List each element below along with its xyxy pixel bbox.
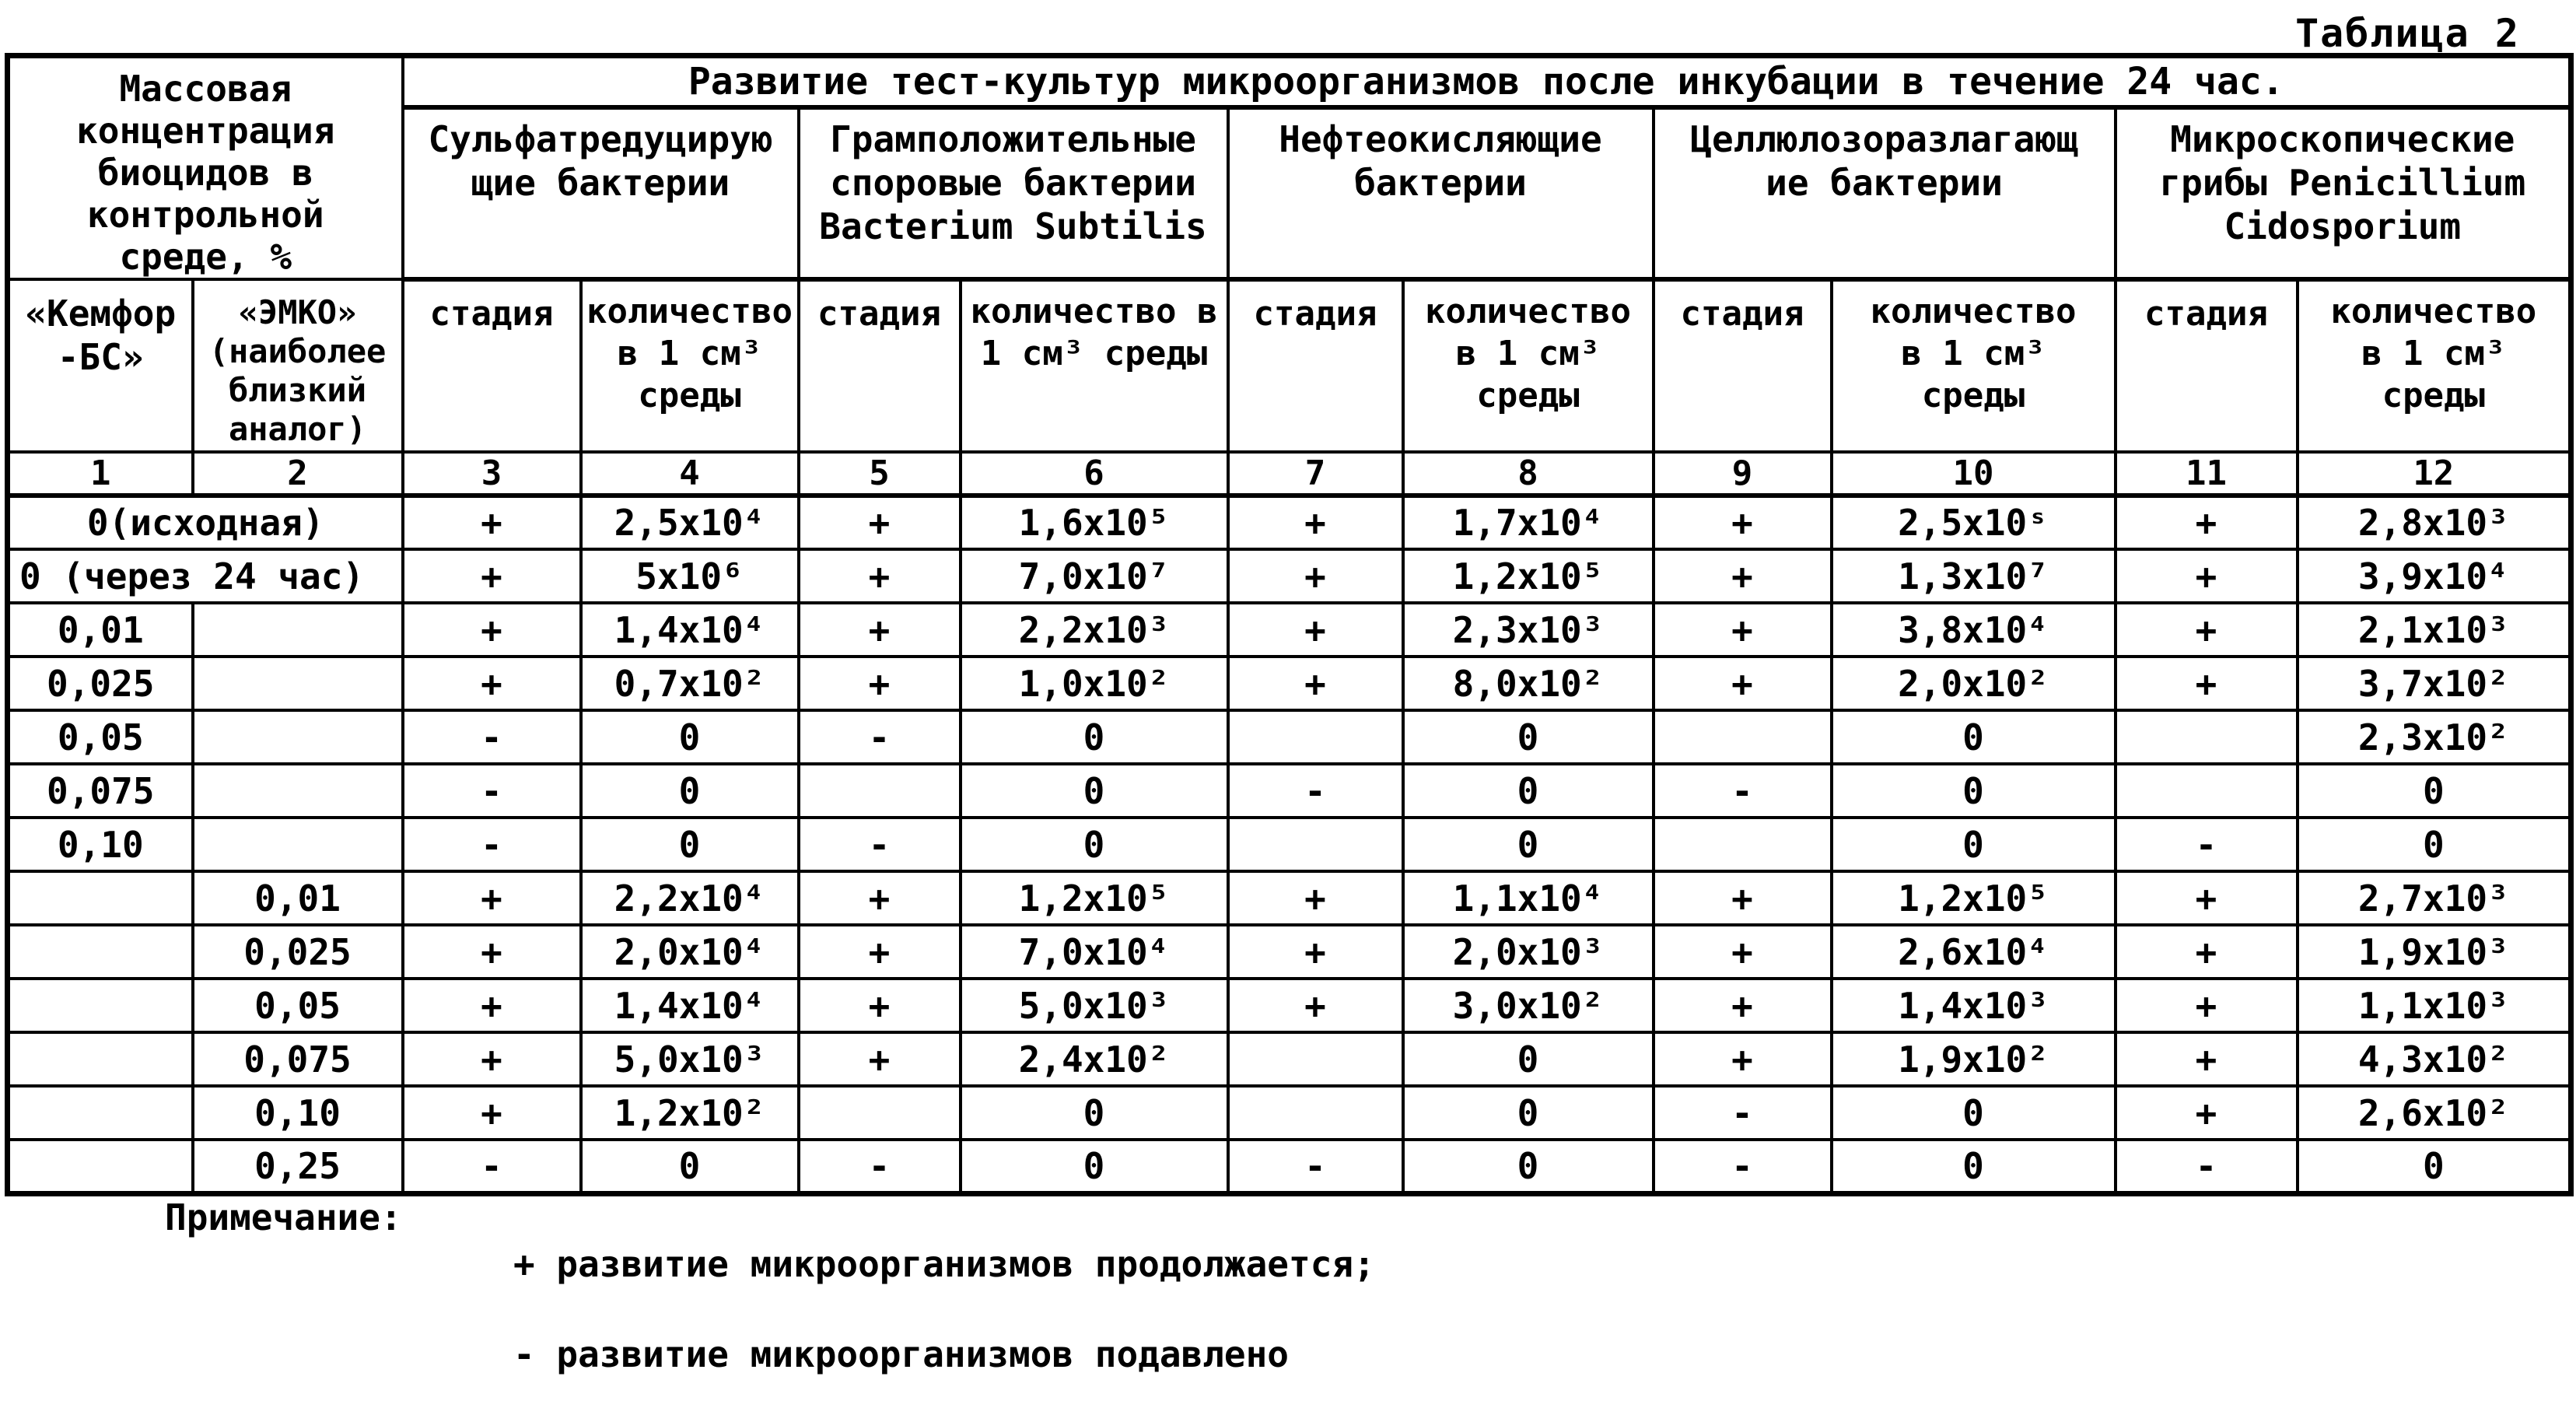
table-row: [8, 1140, 2571, 1193]
quantity-cell: 8,0x10²: [1403, 657, 1654, 710]
kemfor-concentration-cell: [8, 871, 193, 925]
quantity-cell: 0: [581, 818, 799, 871]
quantity-cell: 2,6x10⁴: [1832, 925, 2116, 979]
stage-cell: +: [1654, 603, 1832, 657]
stage-cell: -: [799, 710, 961, 764]
stage-cell: +: [2116, 603, 2298, 657]
subheader-stage-3: стадия: [1228, 279, 1403, 452]
stage-cell: -: [799, 1140, 961, 1193]
stage-cell: +: [799, 657, 961, 710]
quantity-cell: 2,4x10²: [961, 1032, 1228, 1086]
quantity-cell: 5,0x10³: [581, 1032, 799, 1086]
column-number: 3: [403, 452, 581, 496]
subheader-quantity-1: количество в 1 см³ среды: [581, 279, 799, 452]
stage-cell: +: [799, 549, 961, 603]
quantity-cell: 0: [581, 1140, 799, 1193]
quantity-cell: 1,9x10³: [2298, 925, 2571, 979]
column-number: 7: [1228, 452, 1403, 496]
emko-concentration-cell: 0,075: [193, 1032, 403, 1086]
quantity-cell: 0: [1403, 764, 1654, 818]
group-header-sulfate-reducing: Сульфатредуцирую щие бактерии: [403, 107, 799, 279]
table-row: [8, 496, 2571, 549]
quantity-cell: 3,7x10²: [2298, 657, 2571, 710]
stage-cell: +: [403, 549, 581, 603]
emko-concentration-cell: 0,01: [193, 871, 403, 925]
stage-cell: [1654, 818, 1832, 871]
table-row: [8, 1032, 2571, 1086]
quantity-cell: 0: [1403, 710, 1654, 764]
quantity-cell: 0: [1832, 764, 2116, 818]
quantity-cell: 0: [961, 764, 1228, 818]
stage-cell: +: [403, 657, 581, 710]
subheader-quantity-2: количество в 1 см³ среды: [961, 279, 1228, 452]
stage-cell: +: [1654, 496, 1832, 549]
quantity-cell: 1,7x10⁴: [1403, 496, 1654, 549]
subheader-stage-2: стадия: [799, 279, 961, 452]
quantity-cell: 1,1x10³: [2298, 979, 2571, 1032]
stage-cell: +: [799, 496, 961, 549]
quantity-cell: 2,2x10³: [961, 603, 1228, 657]
column-number: 6: [961, 452, 1228, 496]
emko-concentration-cell: [193, 657, 403, 710]
stage-cell: +: [799, 979, 961, 1032]
quantity-cell: 1,2x10⁵: [1832, 871, 2116, 925]
stage-cell: [1228, 1032, 1403, 1086]
quantity-cell: 2,2x10⁴: [581, 871, 799, 925]
stage-cell: +: [403, 1086, 581, 1140]
stage-cell: -: [1228, 1140, 1403, 1193]
stage-cell: +: [2116, 549, 2298, 603]
column-number: 8: [1403, 452, 1654, 496]
stage-cell: [799, 1086, 961, 1140]
quantity-cell: 1,2x10⁵: [961, 871, 1228, 925]
quantity-cell: 2,0x10⁴: [581, 925, 799, 979]
kemfor-concentration-cell: [8, 1086, 193, 1140]
stage-cell: +: [1654, 871, 1832, 925]
stage-cell: [2116, 710, 2298, 764]
table-body: [8, 496, 2571, 1193]
quantity-cell: 0: [1832, 1086, 2116, 1140]
stage-cell: +: [1654, 1032, 1832, 1086]
table-row: [8, 979, 2571, 1032]
quantity-cell: 0: [1403, 1032, 1654, 1086]
stage-cell: +: [1228, 496, 1403, 549]
table-row: [8, 549, 2571, 603]
kemfor-concentration-cell: [8, 979, 193, 1032]
kemfor-concentration-cell: [8, 925, 193, 979]
microorganism-results-table: [5, 53, 2574, 1196]
stage-cell: +: [1654, 925, 1832, 979]
emko-concentration-cell: 0,05: [193, 979, 403, 1032]
quantity-cell: 0: [961, 1086, 1228, 1140]
stage-cell: +: [2116, 496, 2298, 549]
concentration-merged-cell: 0(исходная): [8, 496, 403, 549]
emko-concentration-cell: [193, 603, 403, 657]
subheader-emko: «ЭМКО» (наиболее близкий аналог): [193, 279, 403, 452]
quantity-cell: 7,0x10⁴: [961, 925, 1228, 979]
quantity-cell: 0: [961, 710, 1228, 764]
quantity-cell: 0: [1832, 818, 2116, 871]
stage-cell: [1228, 710, 1403, 764]
emko-concentration-cell: 0,10: [193, 1086, 403, 1140]
stage-cell: [799, 764, 961, 818]
quantity-cell: 3,8x10⁴: [1832, 603, 2116, 657]
group-header-microscopic-fungi: Микроскопические грибы Penicillium Cidosporium: [2116, 107, 2571, 279]
footnote-text: [513, 1196, 1375, 1422]
table-row: [8, 1086, 2571, 1140]
subheader-quantity-4: количество в 1 см³ среды: [1832, 279, 2116, 452]
column-numbers-row: [8, 452, 2571, 496]
stage-cell: +: [2116, 871, 2298, 925]
stage-cell: -: [403, 1140, 581, 1193]
quantity-cell: 7,0x10⁷: [961, 549, 1228, 603]
stage-cell: -: [403, 764, 581, 818]
stage-cell: +: [403, 496, 581, 549]
quantity-cell: 0: [581, 764, 799, 818]
kemfor-concentration-cell: 0,075: [8, 764, 193, 818]
stage-cell: -: [403, 710, 581, 764]
quantity-cell: 0: [1403, 1086, 1654, 1140]
quantity-cell: 2,1x10³: [2298, 603, 2571, 657]
quantity-cell: 0: [1832, 1140, 2116, 1193]
stage-cell: -: [1654, 1140, 1832, 1193]
stage-cell: +: [403, 871, 581, 925]
stage-cell: [2116, 764, 2298, 818]
quantity-cell: 1,4x10⁴: [581, 979, 799, 1032]
table-head: [8, 56, 2571, 496]
subheader-stage-1: стадия: [403, 279, 581, 452]
quantity-cell: 0: [961, 818, 1228, 871]
quantity-cell: 3,9x10⁴: [2298, 549, 2571, 603]
table-row: [8, 657, 2571, 710]
group-header-cellulose-decomposing: Целлюлозоразлагающ ие бактерии: [1654, 107, 2116, 279]
stage-cell: +: [403, 1032, 581, 1086]
quantity-cell: 2,5x10⁴: [581, 496, 799, 549]
quantity-cell: 1,9x10²: [1832, 1032, 2116, 1086]
stage-cell: +: [403, 979, 581, 1032]
subheader-stage-5: стадия: [2116, 279, 2298, 452]
stage-cell: +: [403, 925, 581, 979]
stage-cell: +: [1654, 657, 1832, 710]
quantity-cell: 4,3x10²: [2298, 1032, 2571, 1086]
subheader-quantity-5: количество в 1 см³ среды: [2298, 279, 2571, 452]
quantity-cell: 0: [2298, 764, 2571, 818]
stage-cell: +: [799, 1032, 961, 1086]
column-number: 5: [799, 452, 961, 496]
table-row: [8, 764, 2571, 818]
table-row: [8, 710, 2571, 764]
stage-cell: +: [799, 603, 961, 657]
quantity-cell: 1,4x10⁴: [581, 603, 799, 657]
quantity-cell: 1,3x10⁷: [1832, 549, 2116, 603]
stage-cell: +: [403, 603, 581, 657]
stage-cell: +: [2116, 979, 2298, 1032]
quantity-cell: 3,0x10²: [1403, 979, 1654, 1032]
quantity-cell: 2,0x10²: [1832, 657, 2116, 710]
quantity-cell: 1,1x10⁴: [1403, 871, 1654, 925]
stage-cell: +: [2116, 925, 2298, 979]
quantity-cell: 0: [2298, 818, 2571, 871]
stage-cell: +: [1654, 979, 1832, 1032]
stage-cell: +: [1228, 871, 1403, 925]
emko-concentration-cell: [193, 818, 403, 871]
page-title: Таблица 2: [2295, 11, 2520, 56]
stage-cell: +: [1228, 925, 1403, 979]
stage-cell: +: [2116, 1032, 2298, 1086]
emko-concentration-cell: [193, 764, 403, 818]
kemfor-concentration-cell: [8, 1032, 193, 1086]
quantity-cell: 5x10⁶: [581, 549, 799, 603]
emko-concentration-cell: 0,025: [193, 925, 403, 979]
quantity-cell: 1,0x10²: [961, 657, 1228, 710]
table-row: [8, 925, 2571, 979]
stage-cell: [1228, 1086, 1403, 1140]
column-number: 12: [2298, 452, 2571, 496]
stage-cell: +: [799, 925, 961, 979]
stage-cell: +: [2116, 1086, 2298, 1140]
stage-cell: +: [2116, 657, 2298, 710]
stage-cell: -: [1654, 764, 1832, 818]
stage-cell: +: [1228, 603, 1403, 657]
table-row: [8, 603, 2571, 657]
quantity-cell: 0: [1403, 818, 1654, 871]
group-header-oil-oxidizing: Нефтеокисляющие бактерии: [1228, 107, 1654, 279]
quantity-cell: 0: [1832, 710, 2116, 764]
stage-cell: -: [2116, 1140, 2298, 1193]
kemfor-concentration-cell: 0,025: [8, 657, 193, 710]
column-number: 1: [8, 452, 193, 496]
stage-cell: [1228, 818, 1403, 871]
column-number: 11: [2116, 452, 2298, 496]
column-number: 2: [193, 452, 403, 496]
quantity-cell: 1,2x10⁵: [1403, 549, 1654, 603]
subheader-kemfor-bs: «Кемфор -БС»: [8, 279, 193, 452]
footnote-label: Примечание:: [165, 1196, 402, 1238]
footnote-line-minus: - развитие микроорганизмов подавлено: [513, 1333, 1289, 1375]
stage-cell: +: [1228, 979, 1403, 1032]
main-header: Развитие тест-культур микроорганизмов после инкубации в течение 24 час.: [403, 56, 2571, 107]
quantity-cell: 0: [1403, 1140, 1654, 1193]
quantity-cell: 5,0x10³: [961, 979, 1228, 1032]
quantity-cell: 1,2x10²: [581, 1086, 799, 1140]
quantity-cell: 1,6x10⁵: [961, 496, 1228, 549]
quantity-cell: 2,3x10²: [2298, 710, 2571, 764]
kemfor-concentration-cell: 0,05: [8, 710, 193, 764]
stage-cell: +: [1228, 549, 1403, 603]
table-row: [8, 871, 2571, 925]
table-row: [8, 818, 2571, 871]
kemfor-concentration-cell: 0,01: [8, 603, 193, 657]
quantity-cell: 2,0x10³: [1403, 925, 1654, 979]
stage-cell: [1654, 710, 1832, 764]
group-header-gram-positive: Грамположительные споровые бактерии Bacterium Subtilis: [799, 107, 1228, 279]
column-number: 10: [1832, 452, 2116, 496]
quantity-cell: 0: [2298, 1140, 2571, 1193]
stage-cell: +: [1228, 657, 1403, 710]
stage-cell: -: [1654, 1086, 1832, 1140]
column-number: 9: [1654, 452, 1832, 496]
kemfor-concentration-cell: 0,10: [8, 818, 193, 871]
concentration-merged-cell: 0 (через 24 час): [8, 549, 403, 603]
kemfor-concentration-cell: [8, 1140, 193, 1193]
subheader-quantity-3: количество в 1 см³ среды: [1403, 279, 1654, 452]
stage-cell: +: [799, 871, 961, 925]
emko-concentration-cell: 0,25: [193, 1140, 403, 1193]
stage-cell: -: [2116, 818, 2298, 871]
quantity-cell: 0,7x10²: [581, 657, 799, 710]
quantity-cell: 2,6x10²: [2298, 1086, 2571, 1140]
stage-cell: -: [1228, 764, 1403, 818]
emko-concentration-cell: [193, 710, 403, 764]
stage-cell: -: [403, 818, 581, 871]
stage-cell: -: [799, 818, 961, 871]
subheader-stage-4: стадия: [1654, 279, 1832, 452]
quantity-cell: 2,8x10³: [2298, 496, 2571, 549]
quantity-cell: 2,5x10ˢ: [1832, 496, 2116, 549]
quantity-cell: 2,3x10³: [1403, 603, 1654, 657]
quantity-cell: 2,7x10³: [2298, 871, 2571, 925]
corner-header: Массовая концентрация биоцидов в контрольной среде, %: [8, 56, 403, 280]
quantity-cell: 0: [581, 710, 799, 764]
footnote-line-plus: + развитие микроорганизмов продолжается;: [513, 1243, 1375, 1285]
quantity-cell: 0: [961, 1140, 1228, 1193]
stage-cell: +: [1654, 549, 1832, 603]
quantity-cell: 1,4x10³: [1832, 979, 2116, 1032]
column-number: 4: [581, 452, 799, 496]
